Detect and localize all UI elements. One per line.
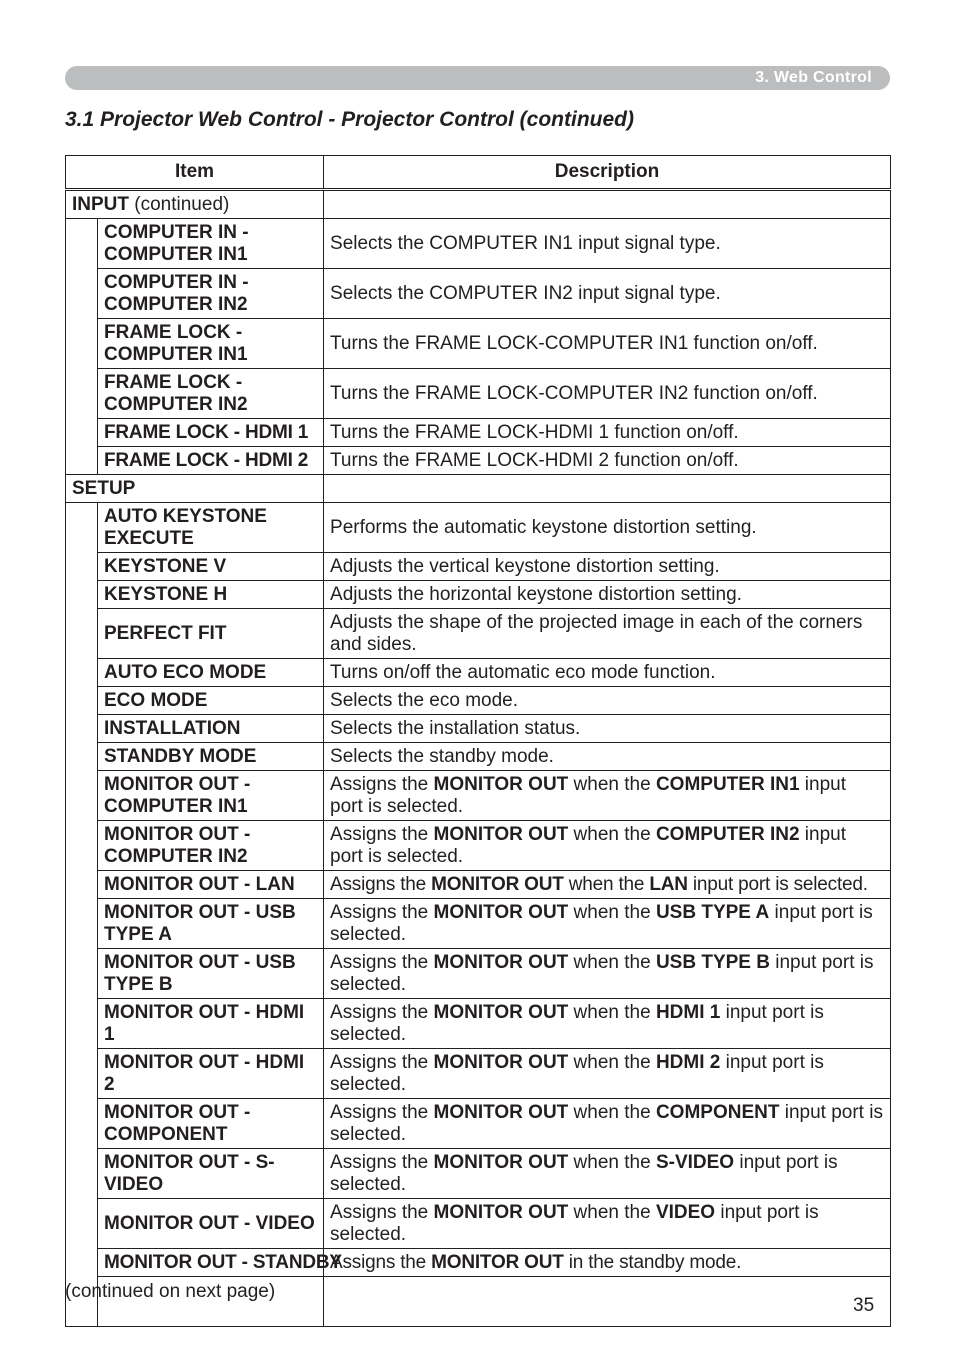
item-cell: MONITOR OUT - S-VIDEO: [98, 1149, 324, 1199]
table-row: [66, 419, 891, 447]
table-row: [66, 743, 891, 771]
group-row-input: [66, 190, 891, 219]
description-cell: Turns the FRAME LOCK-COMPUTER IN1 function on/off.: [324, 319, 891, 369]
item-cell: MONITOR OUT - HDMI 1: [98, 999, 324, 1049]
description-cell: Assigns the MONITOR OUT when the HDMI 1 input port is selected.: [324, 999, 891, 1049]
indent-cell: [66, 219, 98, 475]
description-cell: Selects the installation status.: [324, 715, 891, 743]
item-cell: STANDBY MODE: [98, 743, 324, 771]
table-row: [66, 219, 891, 269]
item-cell: AUTO KEYSTONE EXECUTE: [98, 503, 324, 553]
table-row: [66, 1149, 891, 1199]
table-row: [66, 269, 891, 319]
item-cell: MONITOR OUT - COMPONENT: [98, 1099, 324, 1149]
indent-cell: [66, 503, 98, 1327]
section-tab-label: 3. Web Control: [755, 69, 872, 86]
table-row: [66, 871, 891, 899]
item-cell: MONITOR OUT - STANDBY: [98, 1249, 324, 1277]
description-cell: Selects the COMPUTER IN1 input signal type.: [324, 219, 891, 269]
description-cell: Assigns the MONITOR OUT when the LAN input port is selected.: [324, 871, 891, 899]
table-row: [66, 999, 891, 1049]
table-row: [66, 659, 891, 687]
item-cell: FRAME LOCK - COMPUTER IN2: [98, 369, 324, 419]
item-cell: MONITOR OUT - COMPUTER IN1: [98, 771, 324, 821]
table-row: [66, 821, 891, 871]
description-cell: Selects the COMPUTER IN2 input signal type.: [324, 269, 891, 319]
table-row: [66, 581, 891, 609]
description-cell: Assigns the MONITOR OUT when the USB TYPE A input port is selected.: [324, 899, 891, 949]
section-header-bar: [65, 66, 890, 90]
item-cell: KEYSTONE V: [98, 553, 324, 581]
column-header-item: Item: [66, 156, 324, 190]
table-row: [66, 715, 891, 743]
description-cell: Performs the automatic keystone distortion setting.: [324, 503, 891, 553]
page-number: 35: [853, 1295, 875, 1316]
description-cell: Assigns the MONITOR OUT in the standby mode.: [324, 1249, 891, 1277]
item-cell: ECO MODE: [98, 687, 324, 715]
table-row: [66, 949, 891, 999]
item-cell: MONITOR OUT - LAN: [98, 871, 324, 899]
description-cell: Adjusts the vertical keystone distortion setting.: [324, 553, 891, 581]
item-cell: MONITOR OUT - USB TYPE B: [98, 949, 324, 999]
column-header-description: Description: [324, 156, 891, 190]
description-cell: Adjusts the horizontal keystone distortion setting.: [324, 581, 891, 609]
item-cell: PERFECT FIT: [98, 609, 324, 659]
item-cell: FRAME LOCK - COMPUTER IN1: [98, 319, 324, 369]
item-cell: MONITOR OUT - VIDEO: [98, 1199, 324, 1249]
item-cell: MONITOR OUT - HDMI 2: [98, 1049, 324, 1099]
group-label-input: INPUT (continued): [66, 190, 324, 219]
description-cell: Adjusts the shape of the projected image in each of the corners and sides.: [324, 609, 891, 659]
group-row-setup: [66, 475, 891, 503]
description-cell: Assigns the MONITOR OUT when the USB TYPE B input port is selected.: [324, 949, 891, 999]
description-cell: Assigns the MONITOR OUT when the COMPUTER IN2 input port is selected.: [324, 821, 891, 871]
table-row: [66, 771, 891, 821]
table-row: [66, 447, 891, 475]
table-row: [66, 609, 891, 659]
item-cell: KEYSTONE H: [98, 581, 324, 609]
description-cell: Assigns the MONITOR OUT when the HDMI 2 input port is selected.: [324, 1049, 891, 1099]
description-cell: Turns the FRAME LOCK-HDMI 1 function on/off.: [324, 419, 891, 447]
description-cell: Selects the standby mode.: [324, 743, 891, 771]
table-header-row: [66, 156, 891, 190]
description-cell: [324, 1277, 891, 1327]
table-row: [66, 1249, 891, 1277]
description-cell: Assigns the MONITOR OUT when the S-VIDEO input port is selected.: [324, 1149, 891, 1199]
control-items-table: [65, 155, 891, 1327]
item-cell: MONITOR OUT - COMPUTER IN2: [98, 821, 324, 871]
page-title: 3.1 Projector Web Control - Projector Control (continued): [65, 108, 634, 131]
description-cell: Assigns the MONITOR OUT when the VIDEO input port is selected.: [324, 1199, 891, 1249]
description-cell: Turns the FRAME LOCK-COMPUTER IN2 function on/off.: [324, 369, 891, 419]
description-cell: Assigns the MONITOR OUT when the COMPUTER IN1 input port is selected.: [324, 771, 891, 821]
table-row: [66, 899, 891, 949]
item-cell: MONITOR OUT - USB TYPE A: [98, 899, 324, 949]
table-row: [66, 687, 891, 715]
description-cell: Turns the FRAME LOCK-HDMI 2 function on/off.: [324, 447, 891, 475]
item-cell: FRAME LOCK - HDMI 1: [98, 419, 324, 447]
item-cell: FRAME LOCK - HDMI 2: [98, 447, 324, 475]
table-row: [66, 503, 891, 553]
description-cell: Selects the eco mode.: [324, 687, 891, 715]
description-cell: Turns on/off the automatic eco mode function.: [324, 659, 891, 687]
table-row: [66, 369, 891, 419]
item-cell: COMPUTER IN - COMPUTER IN1: [98, 219, 324, 269]
table-row: [66, 553, 891, 581]
item-cell: AUTO ECO MODE: [98, 659, 324, 687]
continued-note: (continued on next page): [65, 1281, 276, 1302]
table-row: [66, 1199, 891, 1249]
item-cell: COMPUTER IN - COMPUTER IN2: [98, 269, 324, 319]
item-cell: INSTALLATION: [98, 715, 324, 743]
description-cell: Assigns the MONITOR OUT when the COMPONENT input port is selected.: [324, 1099, 891, 1149]
table-row: [66, 319, 891, 369]
table-row: [66, 1099, 891, 1149]
group-label-setup: SETUP: [66, 475, 324, 503]
table-row: [66, 1049, 891, 1099]
